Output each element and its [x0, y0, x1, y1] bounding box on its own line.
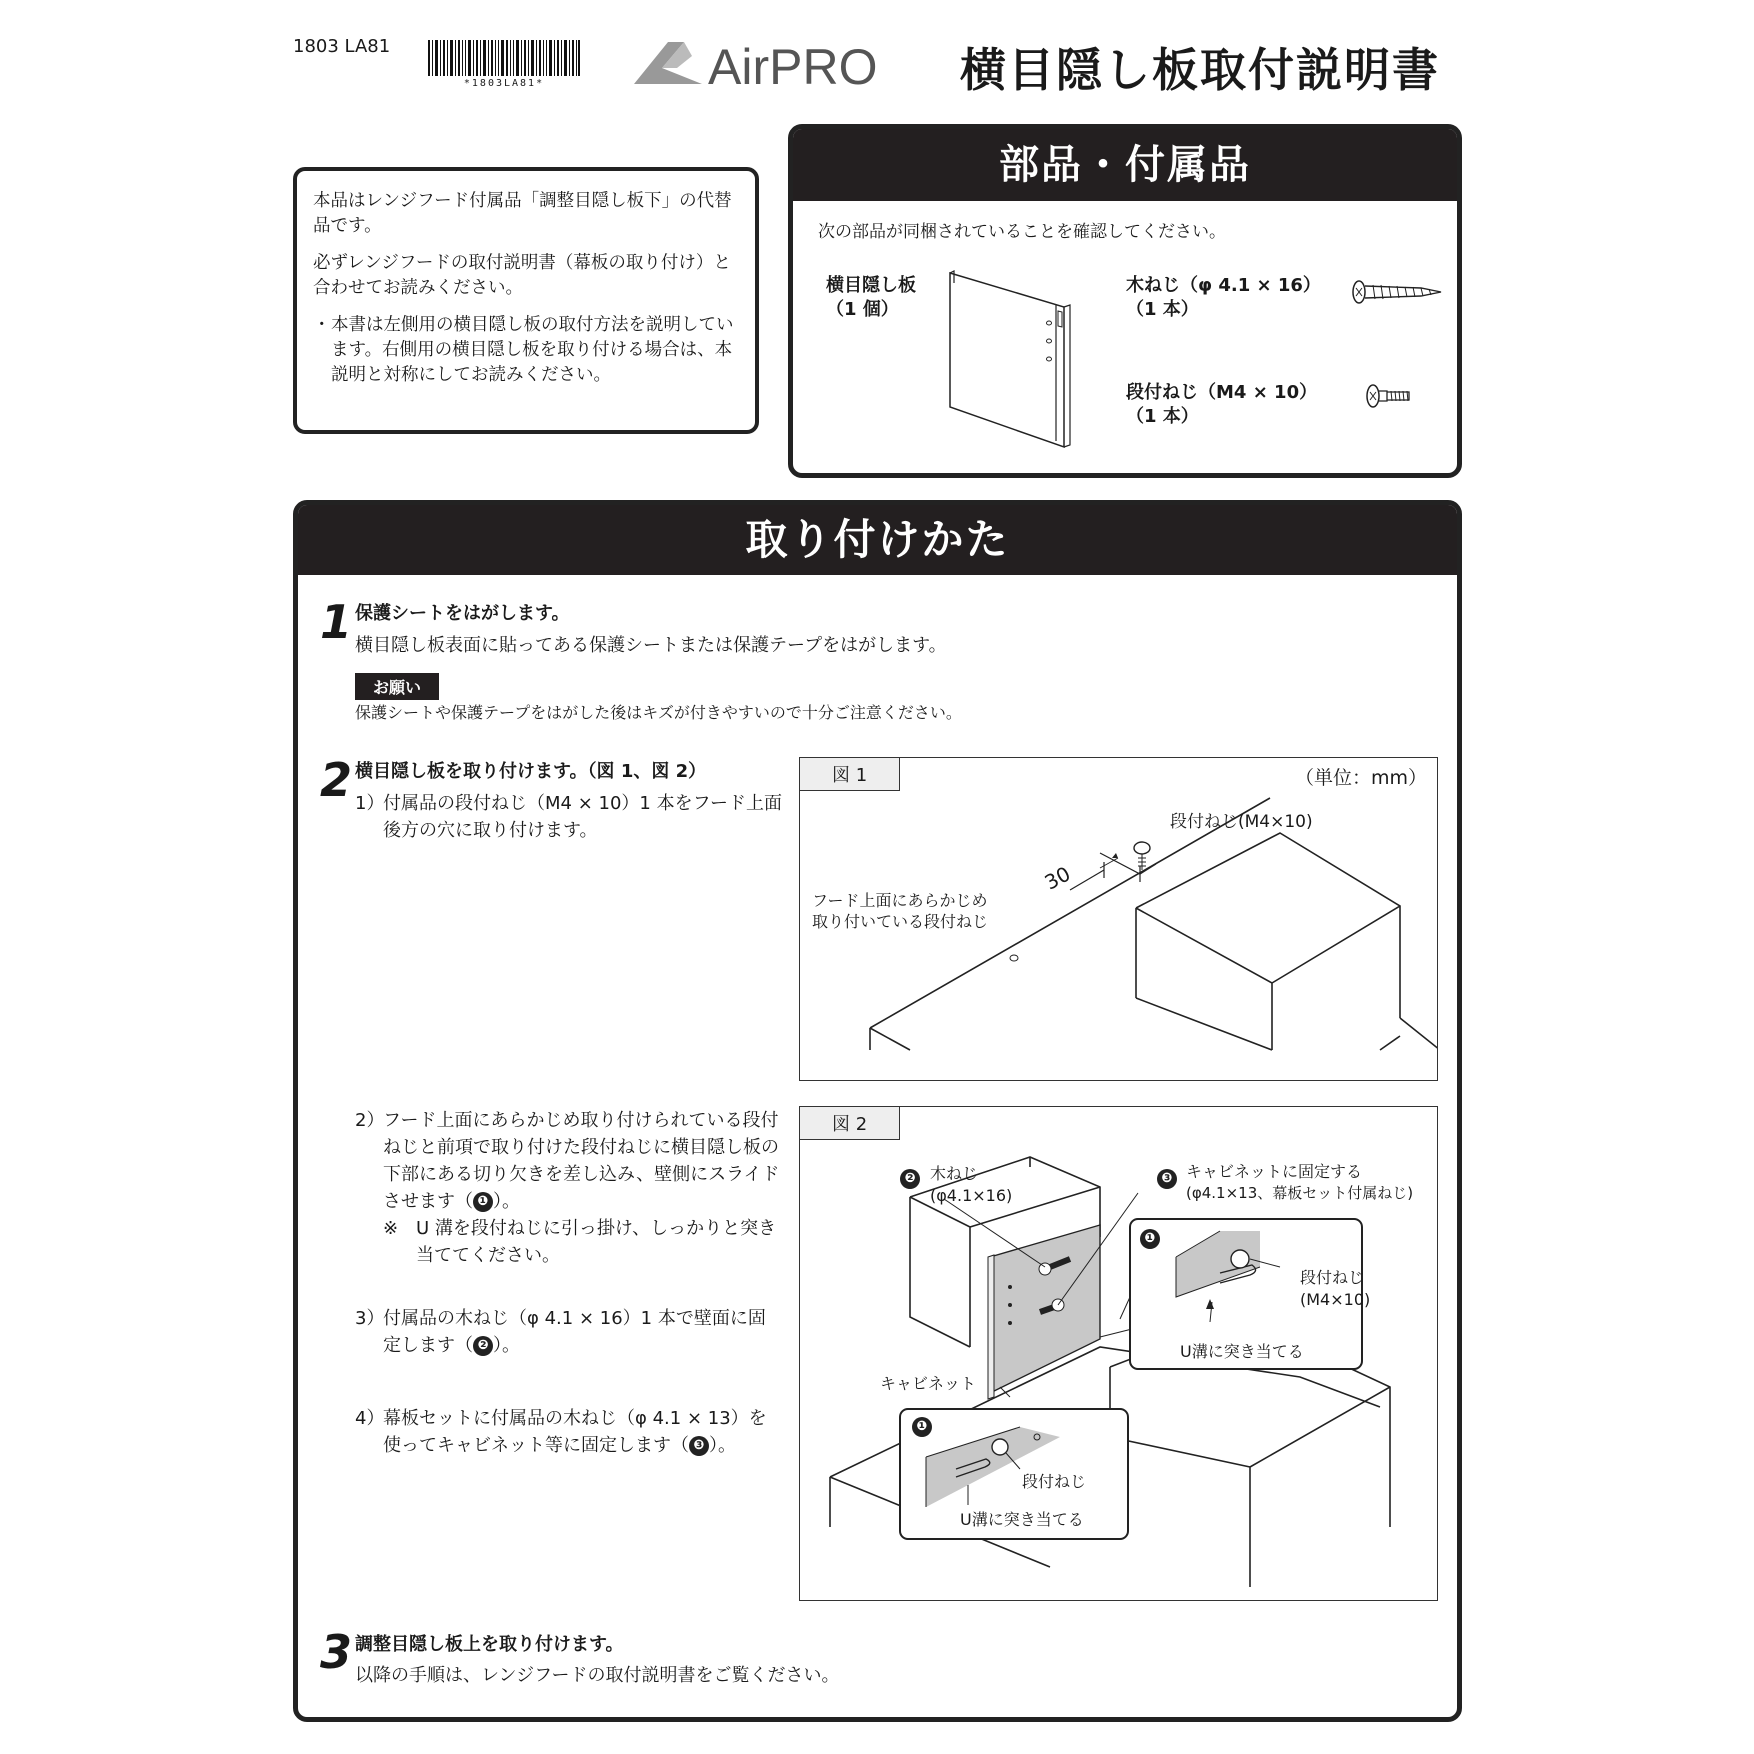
part-panel-label — [826, 274, 916, 322]
step3-title: 調整目隠し板上を取り付けます。 — [355, 1634, 624, 1655]
step2-number: 2 — [320, 753, 353, 807]
fig2-fix-cabinet: キャビネットに固定する — [1186, 1162, 1363, 1181]
step2-sub3-end: ）。 — [493, 1335, 520, 1356]
step2-sub2 — [383, 1107, 783, 1215]
notice-line1: 本品はレンジフード付属品「調整目隠し板下」の代替品です。 — [313, 191, 732, 236]
figure-1-dimension: 30 — [1040, 861, 1075, 895]
step1-note: 保護シートや保護テープをはがした後はキズが付きやすいので十分ご注意ください。 — [355, 703, 962, 722]
fig2-marker-3: ❸ — [1157, 1169, 1177, 1189]
figure-1-preinstalled-line2: 取り付いている段付ねじ — [812, 912, 989, 931]
document-title: 横目隠し板取付説明書 — [960, 43, 1440, 97]
parts-heading: 部品・付属品 — [793, 129, 1457, 201]
side-panel-illustration — [946, 269, 1076, 449]
parts-intro: 次の部品が同梱されていることを確認してください。 — [818, 222, 1226, 242]
figure-1-screw-label: 段付ねじ(M4×10) — [1170, 812, 1313, 832]
parts-box — [788, 124, 1462, 478]
fig2-u-groove-2: U溝に突き当てる — [960, 1510, 1084, 1529]
step2-sub2-note: U 溝を段付ねじに引っ掛け、しっかりと突き当ててください。 — [416, 1218, 777, 1266]
step2-sub4-num: 4） — [355, 1408, 385, 1429]
step2-sub2-num: 2） — [355, 1110, 385, 1131]
figure-1-label: 図 1 — [800, 758, 900, 791]
fig2-inset-bottom-marker: ❶ — [912, 1417, 932, 1437]
circle-3-marker: ❸ — [689, 1436, 709, 1456]
fig2-step-screw-2: 段付ねじ — [1022, 1472, 1087, 1491]
fig2-step-screw: 段付ねじ — [1300, 1268, 1365, 1287]
part-panel-qty: （1 個） — [826, 299, 899, 320]
part-panel-name: 横目隠し板 — [826, 275, 916, 296]
barcode-text: *1803LA81* — [463, 78, 545, 89]
document-number: 1803 LA81 — [293, 36, 391, 57]
notice-line2: 必ずレンジフードの取付説明書（幕板の取り付け）と合わせてお読みください。 — [313, 253, 731, 298]
fig2-u-groove: U溝に突き当てる — [1180, 1342, 1304, 1361]
step2-sub3 — [383, 1305, 783, 1359]
wood-screw-icon — [1351, 277, 1446, 307]
notice-box — [293, 167, 759, 434]
step2-sub2-note-mark: ※ — [383, 1218, 399, 1239]
step2-title: 横目隠し板を取り付けます。（図 1、図 2） — [355, 761, 707, 782]
step3-text: 以降の手順は、レンジフードの取付説明書をご覧ください。 — [355, 1665, 840, 1686]
circle-1-marker: ❶ — [473, 1192, 493, 1212]
figure-1-unit: （単位：mm） — [1294, 767, 1427, 789]
step1-number: 1 — [320, 595, 353, 649]
part-step-screw-name: 段付ねじ（M4 × 10） — [1126, 382, 1318, 403]
airpro-logo — [632, 38, 922, 94]
fig2-fix-cabinet-size: (φ4.1×13、幕板セット付属ねじ) — [1186, 1184, 1414, 1202]
step2-sub2-text: フード上面にあらかじめ取り付けられている段付ねじと前項で取り付けた段付ねじに横目隠し板の下部にある切り欠きを差し込み、壁側にスライドさせます（ — [383, 1110, 780, 1212]
fig2-inset-right-marker: ❶ — [1140, 1229, 1160, 1249]
installation-box — [293, 500, 1462, 1722]
part-wood-screw-label — [1126, 274, 1321, 322]
fig2-wood-screw: 木ねじ — [930, 1164, 979, 1183]
figure-1-preinstalled-line1: フード上面にあらかじめ — [812, 891, 988, 910]
installation-heading: 取り付けかた — [298, 505, 1457, 575]
step2-sub2-end: ）。 — [493, 1191, 520, 1212]
part-step-screw-label — [1126, 381, 1317, 429]
step2-sub3-num: 3） — [355, 1308, 385, 1329]
notice-bullet — [313, 313, 739, 388]
part-wood-screw-qty: （1 本） — [1126, 299, 1199, 320]
fig2-marker-2: ❷ — [900, 1169, 920, 1189]
part-step-screw-qty: （1 本） — [1126, 406, 1199, 427]
figure-2 — [799, 1106, 1438, 1601]
step2-sub4-text: 幕板セットに付属品の木ねじ（φ 4.1 × 13）を使ってキャビネット等に固定します（ — [383, 1408, 767, 1456]
step-screw-icon — [1365, 381, 1415, 411]
notice-bullet-text: 本書は左側用の横目隠し板の取付方法を説明しています。右側用の横目隠し板を取り付ける場合は、本説明と対称にしてお読みください。 — [331, 315, 734, 385]
step2-sub1-num: 1） — [355, 793, 385, 814]
fig2-step-screw-size: (M4×10) — [1300, 1290, 1371, 1309]
bullet-mark: ・ — [313, 315, 331, 335]
fig2-cabinet: キャビネット — [880, 1374, 977, 1393]
figure-1 — [799, 757, 1438, 1081]
barcode — [428, 40, 580, 76]
step1-title: 保護シートをはがします。 — [355, 603, 570, 624]
step2-sub4 — [383, 1405, 783, 1459]
fig2-wood-screw-size: (φ4.1×16) — [930, 1186, 1013, 1205]
step3-number: 3 — [320, 1625, 353, 1679]
step2-sub1: 付属品の段付ねじ（M4 × 10）1 本をフード上面後方の穴に取り付けます。 — [383, 793, 783, 841]
figure-2-label: 図 2 — [800, 1107, 900, 1140]
note-badge: お願い — [355, 673, 439, 700]
step2-sub3-text: 付属品の木ねじ（φ 4.1 × 16）1 本で壁面に固定します（ — [383, 1308, 766, 1356]
part-wood-screw-name: 木ねじ（φ 4.1 × 16） — [1126, 275, 1321, 296]
brand-text: AirPRO — [708, 39, 878, 94]
circle-2-marker: ❷ — [473, 1336, 493, 1356]
step2-sub4-end: ）。 — [709, 1435, 736, 1456]
step1-text: 横目隠し板表面に貼ってある保護シートまたは保護テープをはがします。 — [355, 635, 947, 656]
